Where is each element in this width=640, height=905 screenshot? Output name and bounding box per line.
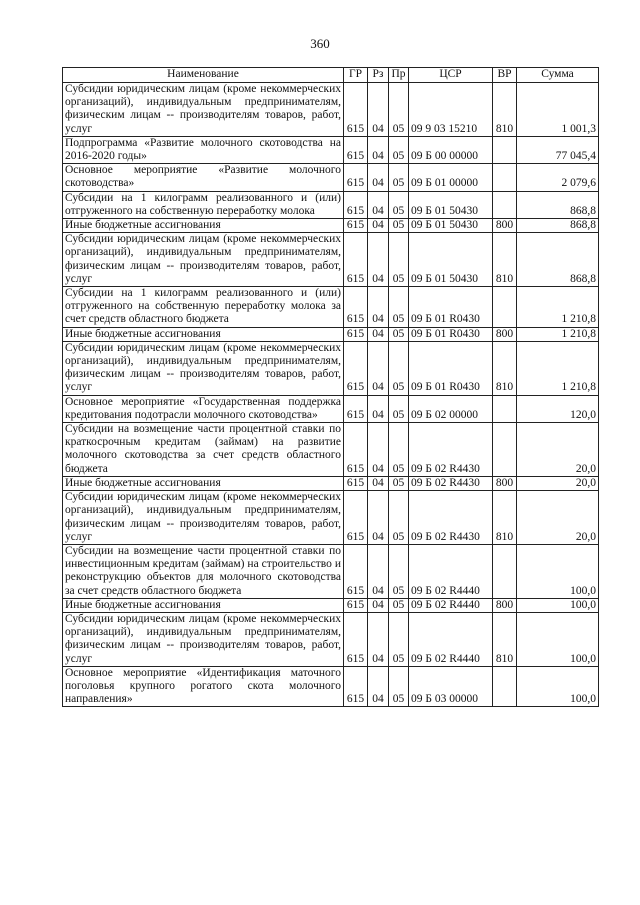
- row-rz-cell: 04: [368, 219, 389, 233]
- table-row: [63, 191, 599, 218]
- row-csr-cell: 09 9 03 15210: [409, 83, 493, 137]
- row-name-cell: Субсидии юридическим лицам (кроме некоммерческих организаций), индивидуальным предпринимателям, физическим лицам -- производителям товаров, работ, услуг: [63, 83, 344, 137]
- row-csr-cell: 09 Б 02 R4440: [409, 598, 493, 612]
- row-rz-cell: 04: [368, 164, 389, 191]
- row-csr-cell: 09 Б 02 R4430: [409, 476, 493, 490]
- row-name-cell: Подпрограмма «Развитие молочного скотоводства на 2016-2020 годы»: [63, 136, 344, 163]
- row-gr-cell: 615: [344, 423, 368, 477]
- row-rz-cell: 04: [368, 491, 389, 545]
- table-row: [63, 395, 599, 422]
- row-vr-cell: 810: [493, 233, 517, 287]
- row-sum-cell: 1 210,8: [517, 341, 599, 395]
- row-pr-cell: 05: [389, 395, 409, 422]
- row-name-cell: Субсидии юридическим лицам (кроме некоммерческих организаций), индивидуальным предпринимателям, физическим лицам -- производителям товаров, работ, услуг: [63, 612, 344, 666]
- header-csr: ЦСР: [409, 68, 493, 83]
- row-pr-cell: 05: [389, 327, 409, 341]
- table-row: [63, 544, 599, 598]
- row-csr-cell: 09 Б 02 R4440: [409, 544, 493, 598]
- row-name-cell: Субсидии на 1 килограмм реализованного и (или) отгруженного на собственную переработку молока: [63, 191, 344, 218]
- budget-table: [62, 67, 599, 707]
- row-csr-cell: 09 Б 00 00000: [409, 136, 493, 163]
- row-pr-cell: 05: [389, 233, 409, 287]
- row-rz-cell: 04: [368, 136, 389, 163]
- header-vr: ВР: [493, 68, 517, 83]
- row-pr-cell: 05: [389, 164, 409, 191]
- row-rz-cell: 04: [368, 476, 389, 490]
- row-name-cell: Субсидии юридическим лицам (кроме некоммерческих организаций), индивидуальным предпринимателям, физическим лицам -- производителям товаров, работ, услуг: [63, 341, 344, 395]
- row-sum-cell: 77 045,4: [517, 136, 599, 163]
- row-gr-cell: 615: [344, 287, 368, 328]
- table-row: [63, 341, 599, 395]
- row-rz-cell: 04: [368, 83, 389, 137]
- row-rz-cell: 04: [368, 395, 389, 422]
- row-name-cell: Субсидии юридическим лицам (кроме некоммерческих организаций), индивидуальным предпринимателям, физическим лицам -- производителям товаров, работ, услуг: [63, 233, 344, 287]
- table-header-row: [63, 68, 599, 83]
- table-row: [63, 233, 599, 287]
- row-rz-cell: 04: [368, 327, 389, 341]
- row-vr-cell: 800: [493, 476, 517, 490]
- row-gr-cell: 615: [344, 233, 368, 287]
- row-pr-cell: 05: [389, 191, 409, 218]
- row-csr-cell: 09 Б 01 00000: [409, 164, 493, 191]
- header-gr: ГР: [344, 68, 368, 83]
- row-name-cell: Субсидии на 1 килограмм реализованного и (или) отгруженного на собственную переработку молока за счет средств областного бюджета: [63, 287, 344, 328]
- row-sum-cell: 20,0: [517, 423, 599, 477]
- row-pr-cell: 05: [389, 341, 409, 395]
- row-csr-cell: 09 Б 02 00000: [409, 395, 493, 422]
- row-vr-cell: [493, 395, 517, 422]
- row-gr-cell: 615: [344, 136, 368, 163]
- row-name-cell: Субсидии юридическим лицам (кроме некоммерческих организаций), индивидуальным предпринимателям, физическим лицам -- производителям товаров, работ, услуг: [63, 491, 344, 545]
- row-vr-cell: 810: [493, 491, 517, 545]
- row-pr-cell: 05: [389, 612, 409, 666]
- row-sum-cell: 20,0: [517, 476, 599, 490]
- row-gr-cell: 615: [344, 666, 368, 707]
- row-vr-cell: [493, 544, 517, 598]
- row-rz-cell: 04: [368, 598, 389, 612]
- row-sum-cell: 868,8: [517, 191, 599, 218]
- row-gr-cell: 615: [344, 219, 368, 233]
- table-row: [63, 136, 599, 163]
- row-rz-cell: 04: [368, 341, 389, 395]
- table-row: [63, 476, 599, 490]
- table-row: [63, 83, 599, 137]
- row-rz-cell: 04: [368, 666, 389, 707]
- row-gr-cell: 615: [344, 191, 368, 218]
- row-sum-cell: 1 210,8: [517, 287, 599, 328]
- row-sum-cell: 20,0: [517, 491, 599, 545]
- row-pr-cell: 05: [389, 83, 409, 137]
- row-sum-cell: 868,8: [517, 233, 599, 287]
- row-rz-cell: 04: [368, 287, 389, 328]
- row-gr-cell: 615: [344, 164, 368, 191]
- header-sum: Сумма: [517, 68, 599, 83]
- row-vr-cell: [493, 287, 517, 328]
- table-row: [63, 327, 599, 341]
- row-pr-cell: 05: [389, 544, 409, 598]
- row-name-cell: Иные бюджетные ассигнования: [63, 598, 344, 612]
- row-pr-cell: 05: [389, 491, 409, 545]
- row-rz-cell: 04: [368, 233, 389, 287]
- table-row: [63, 598, 599, 612]
- row-rz-cell: 04: [368, 423, 389, 477]
- row-vr-cell: [493, 191, 517, 218]
- header-pr: Пр: [389, 68, 409, 83]
- row-gr-cell: 615: [344, 476, 368, 490]
- row-vr-cell: 800: [493, 219, 517, 233]
- table-row: [63, 666, 599, 707]
- table-row: [63, 164, 599, 191]
- row-vr-cell: [493, 423, 517, 477]
- row-csr-cell: 09 Б 01 R0430: [409, 287, 493, 328]
- row-name-cell: Субсидии на возмещение части процентной ставки по инвестиционным кредитам (займам) на строительство и реконструкцию объектов для молочного скотоводства за счет средств областного бюджета: [63, 544, 344, 598]
- header-rz: Рз: [368, 68, 389, 83]
- row-csr-cell: 09 Б 02 R4430: [409, 423, 493, 477]
- row-vr-cell: 810: [493, 83, 517, 137]
- table-body: [63, 83, 599, 707]
- page-number: 360: [310, 36, 330, 51]
- header-name: Наименование: [63, 68, 344, 83]
- row-sum-cell: 2 079,6: [517, 164, 599, 191]
- row-name-cell: Основное мероприятие «Развитие молочного скотоводства»: [63, 164, 344, 191]
- row-csr-cell: 09 Б 01 R0430: [409, 327, 493, 341]
- row-gr-cell: 615: [344, 83, 368, 137]
- row-sum-cell: 100,0: [517, 612, 599, 666]
- row-vr-cell: [493, 666, 517, 707]
- table-row: [63, 491, 599, 545]
- row-vr-cell: 800: [493, 598, 517, 612]
- row-name-cell: Основное мероприятие «Идентификация маточного поголовья крупного рогатого скота молочного направления»: [63, 666, 344, 707]
- row-name-cell: Субсидии на возмещение части процентной ставки по краткосрочным кредитам (займам) на развитие молочного скотоводства за счет средств областного бюджета: [63, 423, 344, 477]
- row-gr-cell: 615: [344, 598, 368, 612]
- row-csr-cell: 09 Б 01 50430: [409, 191, 493, 218]
- row-gr-cell: 615: [344, 327, 368, 341]
- row-rz-cell: 04: [368, 191, 389, 218]
- row-sum-cell: 868,8: [517, 219, 599, 233]
- row-csr-cell: 09 Б 02 R4430: [409, 491, 493, 545]
- row-gr-cell: 615: [344, 612, 368, 666]
- row-vr-cell: [493, 136, 517, 163]
- row-sum-cell: 100,0: [517, 598, 599, 612]
- row-rz-cell: 04: [368, 612, 389, 666]
- row-csr-cell: 09 Б 02 R4440: [409, 612, 493, 666]
- row-vr-cell: 810: [493, 612, 517, 666]
- row-name-cell: Основное мероприятие «Государственная поддержка кредитования подотрасли молочного скотоводства»: [63, 395, 344, 422]
- row-sum-cell: 120,0: [517, 395, 599, 422]
- row-csr-cell: 09 Б 01 50430: [409, 219, 493, 233]
- row-vr-cell: 810: [493, 341, 517, 395]
- row-sum-cell: 1 210,8: [517, 327, 599, 341]
- row-vr-cell: [493, 164, 517, 191]
- row-gr-cell: 615: [344, 491, 368, 545]
- row-name-cell: Иные бюджетные ассигнования: [63, 327, 344, 341]
- row-pr-cell: 05: [389, 666, 409, 707]
- row-pr-cell: 05: [389, 476, 409, 490]
- row-name-cell: Иные бюджетные ассигнования: [63, 219, 344, 233]
- table-row: [63, 423, 599, 477]
- table-row: [63, 287, 599, 328]
- row-vr-cell: 800: [493, 327, 517, 341]
- row-pr-cell: 05: [389, 598, 409, 612]
- row-csr-cell: 09 Б 01 R0430: [409, 341, 493, 395]
- table-row: [63, 612, 599, 666]
- row-gr-cell: 615: [344, 341, 368, 395]
- row-sum-cell: 100,0: [517, 544, 599, 598]
- row-gr-cell: 615: [344, 544, 368, 598]
- row-pr-cell: 05: [389, 136, 409, 163]
- row-sum-cell: 100,0: [517, 666, 599, 707]
- row-sum-cell: 1 001,3: [517, 83, 599, 137]
- row-csr-cell: 09 Б 01 50430: [409, 233, 493, 287]
- row-name-cell: Иные бюджетные ассигнования: [63, 476, 344, 490]
- row-pr-cell: 05: [389, 219, 409, 233]
- row-rz-cell: 04: [368, 544, 389, 598]
- row-pr-cell: 05: [389, 423, 409, 477]
- row-gr-cell: 615: [344, 395, 368, 422]
- table-row: [63, 219, 599, 233]
- row-pr-cell: 05: [389, 287, 409, 328]
- row-csr-cell: 09 Б 03 00000: [409, 666, 493, 707]
